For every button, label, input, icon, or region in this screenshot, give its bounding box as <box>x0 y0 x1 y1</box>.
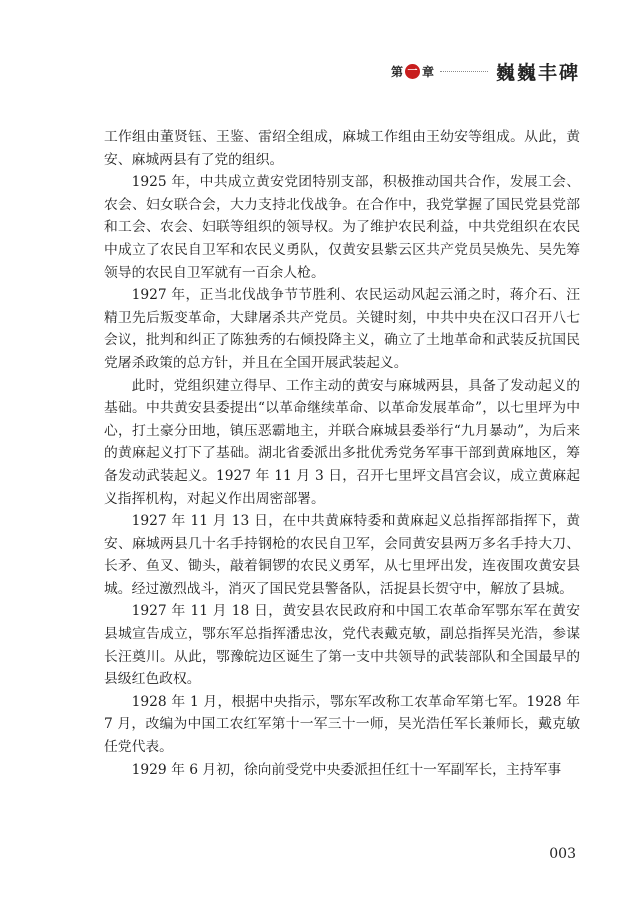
body-text <box>104 126 580 781</box>
paragraph: 1927 年 11 月 13 日，在中共黄麻特委和黄麻起义总指挥部指挥下，黄安、麻城两县几十名手持钢枪的农民自卫军，会同黄安县两万多名手持大刀、长矛、鱼叉、锄头，敲着铜锣的农民义勇军，从七里坪出发，连夜围攻黄安县城。经过激烈战斗，消灭了国民党县警备队，活捉县长贺守中，解放了县城。 <box>104 513 580 597</box>
header-divider <box>440 71 488 72</box>
paragraph: 工作组由董贤钰、王鉴、雷绍全组成，麻城工作组由王幼安等组成。从此，黄安、麻城两县有了党的组织。 <box>104 129 580 168</box>
paragraph: 1925 年，中共成立黄安党团特别支部，积极推动国共合作，发展工会、农会、妇女联合会，大力支持北伐战争。在合作中，我党掌握了国民党县党部和工会、农会、妇联等组织的领导权。为了维护农民利益，中共党组织在农民中成立了农民自卫军和农民义勇队，仅黄安县紫云区共产党员吴焕先、吴先筹领导的农民自卫军就有一百余人枪。 <box>104 174 580 281</box>
chapter-prefix: 第 <box>390 64 403 79</box>
paragraph: 此时，党组织建立得早、工作主动的黄安与麻城两县，具备了发动起义的基础。中共黄安县委提出“以革命继续革命、以革命发展革命”，以七里坪为中心，打土豪分田地，镇压恶霸地主，并联合麻城县委举行“九月暴动”，为后来的黄麻起义打下了基础。湖北省委派出多批优秀党务军事干部到黄麻地区，筹备发动武装起义。1927 年 11 月 3 日，召开七里坪文昌宫会议，成立黄麻起义指挥机构，对起义作出周密部署。 <box>104 377 580 507</box>
chapter-label <box>391 63 434 80</box>
paragraph: 1927 年 11 月 18 日，黄安县农民政府和中国工农革命军鄂东军在黄安县城宣告成立，鄂东军总指挥潘忠汝，党代表戴克敏，副总指挥吴光浩，参谋长汪奠川。从此，鄂豫皖边区诞生了第一支中共领导的武装部队和全国最早的县级红色政权。 <box>104 603 580 688</box>
paragraph: 1928 年 1 月，根据中央指示，鄂东军改称工农革命军第七军。1928 年 7 月，改编为中国工农红军第十一军三十一师，吴光浩任军长兼师长，戴克敏任党代表。 <box>104 693 580 756</box>
paragraph: 1929 年 6 月初，徐向前受党中央委派担任红十一军副军长，主持军事 <box>131 761 562 778</box>
running-header <box>391 58 580 84</box>
chapter-number-badge: 一 <box>405 64 420 79</box>
book-title: 巍巍丰碑 <box>495 61 580 84</box>
chapter-suffix: 章 <box>421 64 434 79</box>
paragraph: 1927 年，正当北伐战争节节胜利、农民运动风起云涌之时，蒋介石、汪精卫先后叛变革命，大肆屠杀共产党员。关键时刻，中共中央在汉口召开八七会议，批判和纠正了陈独秀的右倾投降主义，确立了土地革命和武装反抗国民党屠杀政策的总方针，并且在全国开展武装起义。 <box>104 287 580 371</box>
page-number: 003 <box>549 846 576 862</box>
